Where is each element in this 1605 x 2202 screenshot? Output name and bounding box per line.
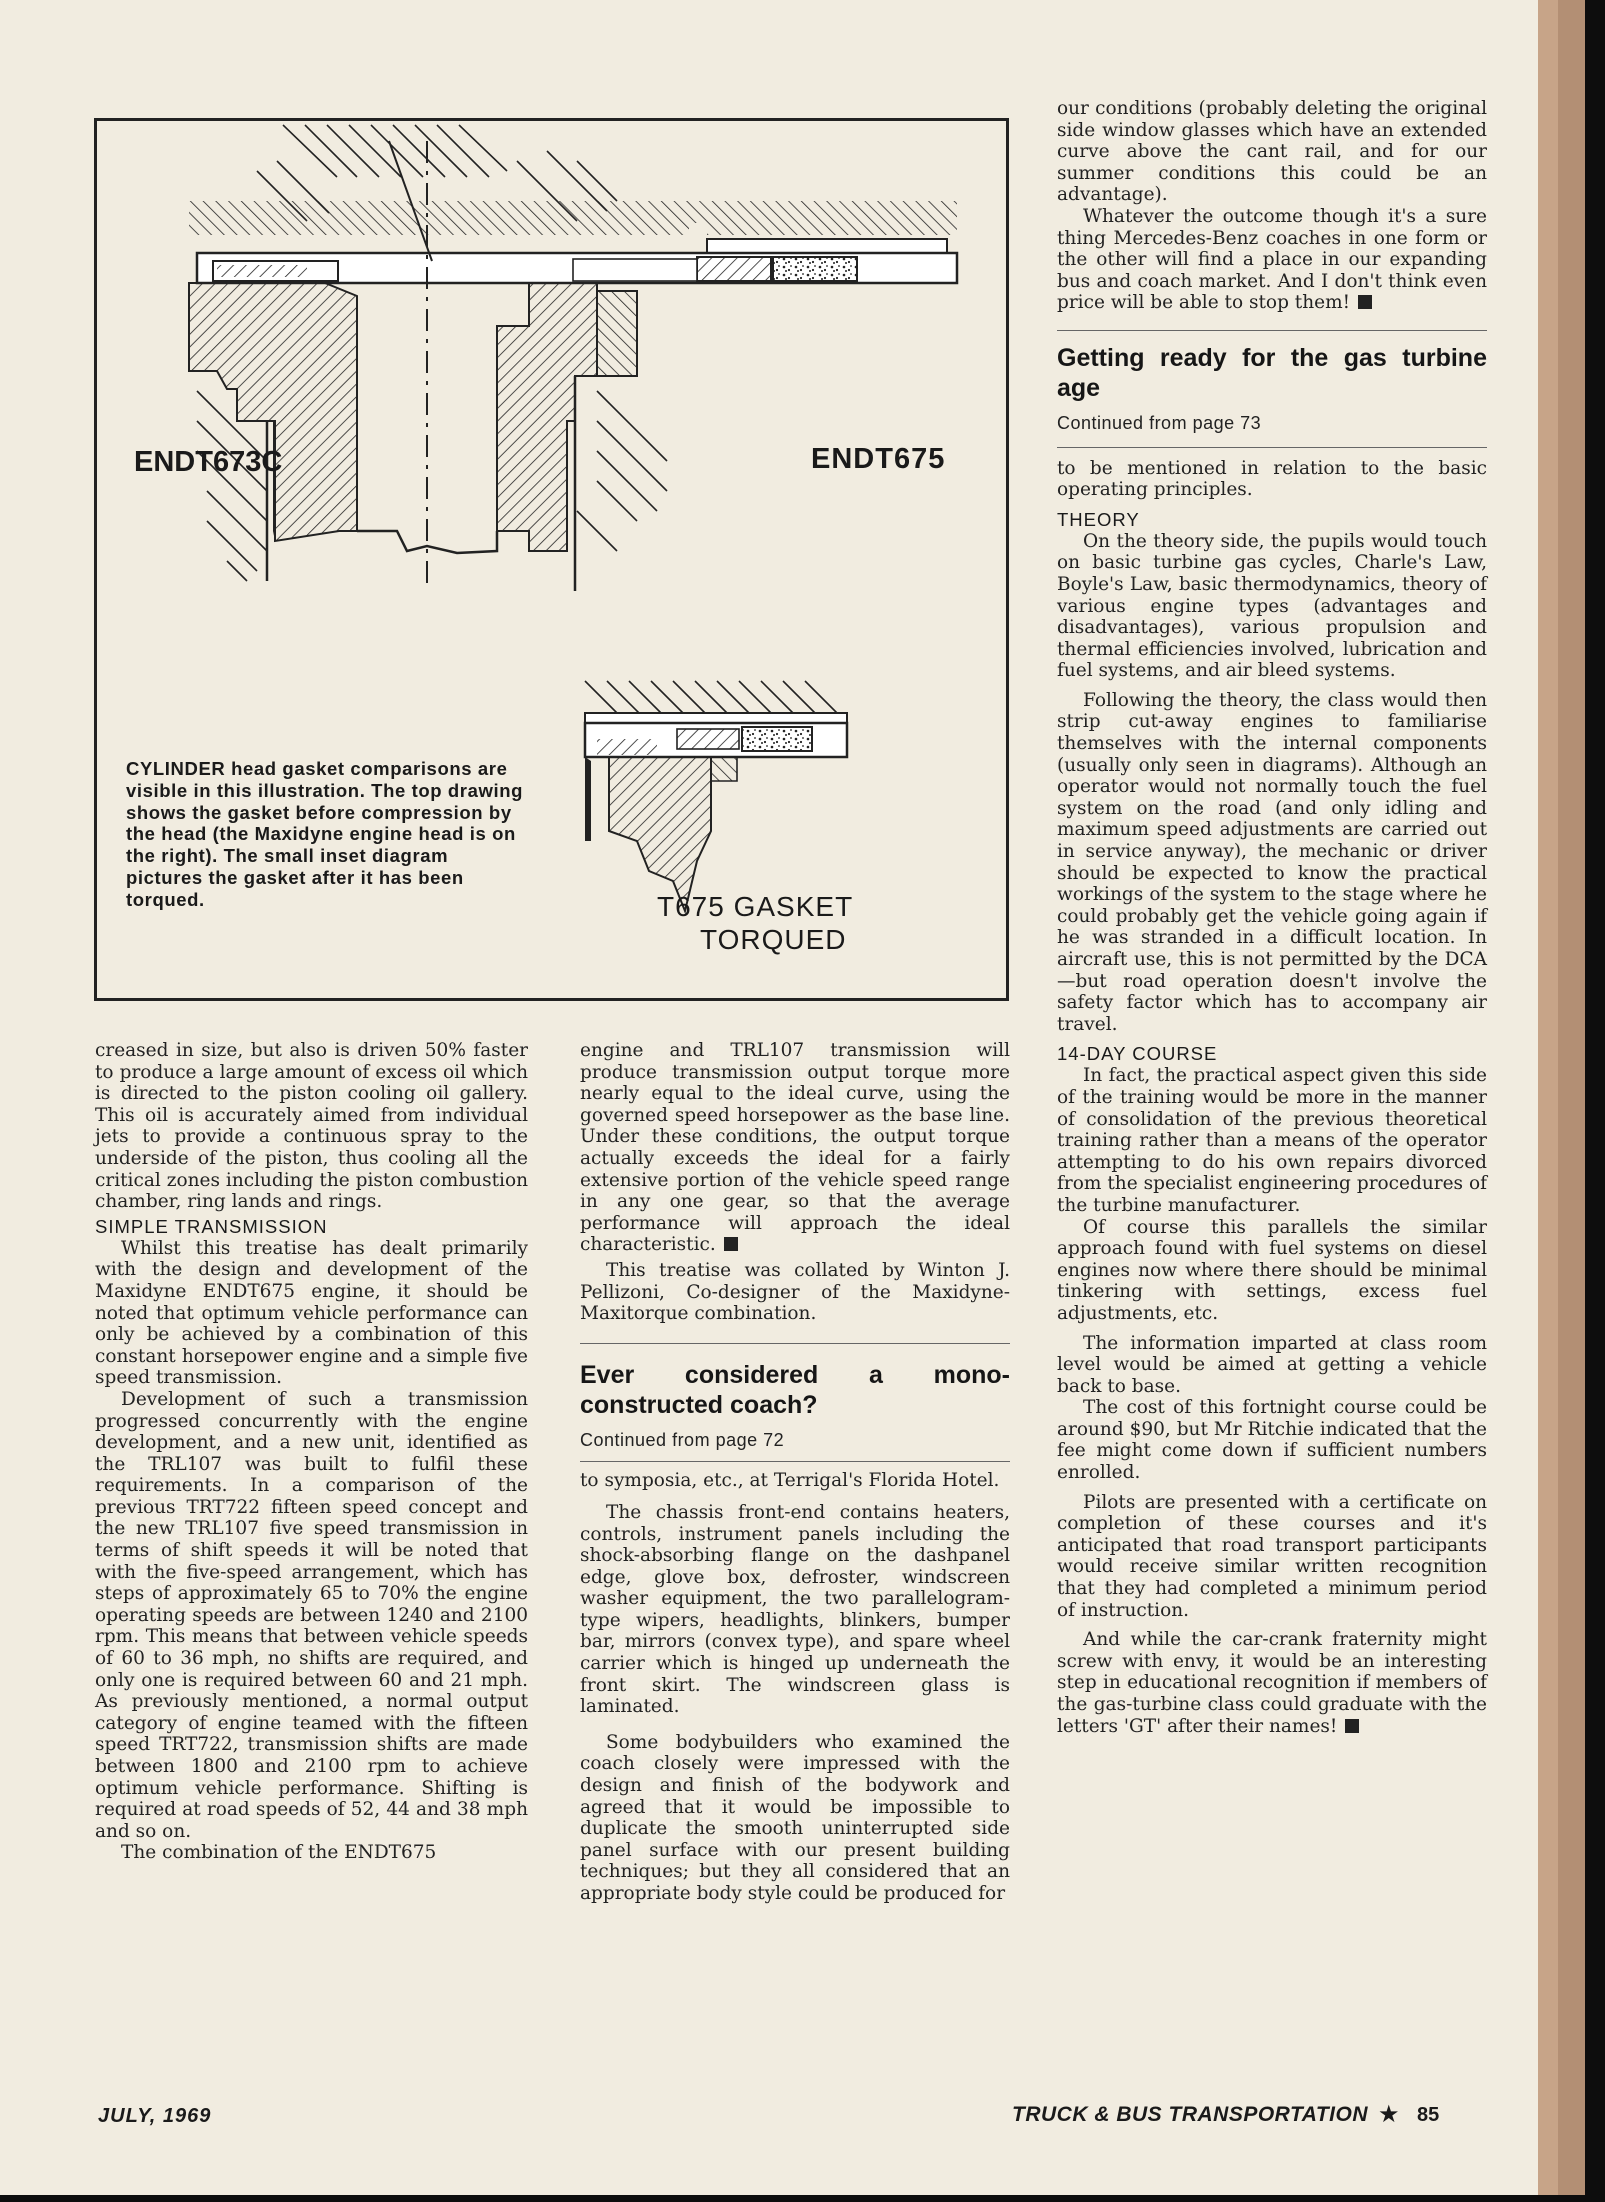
label-endt675: ENDT675 [811,443,946,475]
col3-paragraph-text: And while the car-crank fraternity might screw with envy, it would be an interesting step in educational recognition if members of the gas-turbine class could graduate with the letters 'GT' after their names! [1057,1629,1487,1737]
section-rule [1057,447,1487,448]
col1-paragraph: Development of such a transmission progressed concurrently with the engine development, and a new unit, identified as the TRL107 was built to fulfil these requirements. In a comparison of the previous TRT722 fifteen speed concept and the new TRL107 five speed transmission in terms of shift speeds it will be noted that with the five-speed arrangement, which has steps of approximately 65 to 70% the engine operating speeds are between 1240 and 2100 rpm. This means that between vehicle speeds of 60 to 36 mph, no shifts are required, and only one is required between 60 and 21 mph. As previously mentioned, a normal output category of engine teamed with the fifteen speed TRT722, transmission shifts are made between 1800 and 2100 rpm to achieve optimum vehicle performance. Shifting is required at road speeds of 52, 44 and 38 mph and so on. [95,1388,528,1842]
col1-paragraph: creased in size, but also is driven 50% faster to produce a large amount of excess oil which is directed to the piston cooling oil gallery. This oil is accurately aimed from individual jets to provide a continuous spray to the underside of the piston, thus cooling all the critical zones including the piston combustion chamber, ring lands and rings. [95,1040,528,1213]
col3-paragraph: to be mentioned in relation to the basic operating principles. [1057,457,1487,501]
figure-caption [126,758,526,911]
col3-paragraph: The cost of this fortnight course could be around $90, but Mr Ritchie indicated that the fee might come down if sufficient numbers enrolled. [1057,1397,1487,1484]
subheading-theory: THEORY [1057,508,1140,530]
col3-paragraph [1057,206,1487,314]
caption-text: head gasket comparisons are visible in this illustration. The top drawing shows the gasket before compression by the head (the Maxidyne engine head is on the right). The small inset diagram pictures the gasket after it has been torqued. [126,758,524,910]
col3-paragraph: Pilots are presented with a certificate on completion of these courses and it's anticipated that road transport participants would receive similar written recognition that they had completed a minimum period of instruction. [1057,1491,1487,1621]
column-3 [1057,98,1487,1737]
headline-gas-turbine: Getting ready for the gas turbine age [1057,343,1487,402]
col2-paragraph [580,1040,1010,1256]
col2-paragraph: Some bodybuilders who examined the coach closely were impressed with the design and finish of the bodywork and agreed that it would be impossible to duplicate the smooth uninterrupted side panel surface with our present building techniques; but they all considered that an appropriate body style could be produced for [580,1731,1010,1904]
page-number: 85 [1417,2104,1440,2126]
col3-paragraph [1057,1629,1487,1737]
subheading-simple-transmission: SIMPLE TRANSMISSION [95,1215,328,1237]
col3-paragraph: Of course this parallels the similar approach found with fuel systems on diesel engines now where there should be minimal tinkering with settings, excess fuel adjustments, etc. [1057,1216,1487,1324]
col2-paragraph-text: engine and TRL107 transmission will produce transmission output torque more nearly equal to the ideal curve, using the governed speed horsepower as the base line. Under these conditions, the output torque actually exceeds the ideal for a fairly extensive portion of the vehicle speed range in any one gear, so that the average performance will approach the ideal characteristic. [580,1040,1010,1256]
col3-paragraph: On the theory side, the pupils would touch on basic turbine gas cycles, Charle's Law, Boyle's Law, basic thermodynamics, theory of various engine types (advantages and disadvantages), various propulsion and thermal efficiencies involved, lubrication and fuel systems, and air bleed systems. [1057,530,1487,682]
page-edge-shadow [1558,0,1585,2195]
col3-paragraph-text: Whatever the outcome though it's a sure thing Mercedes-Benz coaches in one form or the other will find a place in our expanding bus and coach market. And I don't think even price will be able to stop them! [1057,205,1487,314]
end-mark [1358,295,1372,309]
caption-lead: CYLINDER [126,758,226,779]
column-1 [95,1040,528,1864]
col2-paragraph: to symposia, etc., at Terrigal's Florida Hotel. [580,1470,1000,1492]
star-icon: ★ [1378,2100,1400,2128]
issue-date: JULY, 1969 [98,2105,212,2127]
col2-paragraph: This treatise was collated by Winton J. Pellizoni, Co-designer of the Maxidyne-Maxitorque combination. [580,1259,1010,1325]
end-mark [724,1237,738,1251]
inset-label-line2: TORQUED [700,924,847,955]
continued-from-73: Continued from page 73 [1057,412,1262,433]
col3-paragraph: In fact, the practical aspect given this side of the training would be more in the manner of consolidation of the previous theoretical training rather than a means of the operator attempting to do his own repairs divorced from the specialist engineering procedures of the turbine manufacturer. [1057,1065,1487,1216]
inset-label-line1: T675 GASKET [657,891,854,922]
subheading-14-day-course: 14-DAY COURSE [1057,1043,1218,1065]
end-mark [1345,1719,1359,1733]
column-2 [580,1040,1010,1905]
section-rule [580,1343,1010,1344]
col3-paragraph: our conditions (probably deleting the original side window glasses which have an extended curve above the cant rail, and for our summer conditions this could be an advantage). [1057,98,1487,206]
col3-paragraph: The information imparted at class room level would be aimed at getting a vehicle back to base. [1057,1332,1487,1397]
magazine-name: TRUCK & BUS TRANSPORTATION [1012,2103,1368,2126]
headline-mono-coach: Ever considered a mono-constructed coach? [580,1360,1010,1419]
section-rule [580,1461,1010,1462]
col3-paragraph: Following the theory, the class would then strip cut-away engines to familiarise themselves with the internal components (usually only seen in diagrams). Although an operator would not normally touch the fuel system on the road (and only idling and maximum speed adjustments are carried out in service anyway), the mechanic or driver should be expected to know the practical workings of the system to the stage where he could probably get the vehicle going again if he was stranded in a difficult location. In aircraft use, this is not permitted by the DCA—but road operation doesn't involve the safety factor which has to accompany air travel. [1057,689,1487,1035]
col1-paragraph: The combination of the ENDT675 [121,1842,437,1864]
label-endt673c: ENDT673C [134,446,283,478]
col2-paragraph: The chassis front-end contains heaters, controls, instrument panels including the shock-absorbing flange on the dashpanel edge, glove box, defroster, windscreen washer equipment, the two parallelogram-type wipers, headlights, blinkers, bumper bar, mirrors (convex type), and spare wheel carrier which is hinged up underneath the front skirt. The windscreen glass is laminated. [580,1501,1010,1718]
col1-paragraph: Whilst this treatise has dealt primarily with the design and development of the Maxidyne ENDT675 engine, it should be noted that optimum vehicle performance can only be achieved by a combination of this constant horsepower engine and a simple five speed transmission. [95,1237,528,1389]
section-rule [1057,330,1487,331]
continued-from-72: Continued from page 72 [580,1429,785,1450]
